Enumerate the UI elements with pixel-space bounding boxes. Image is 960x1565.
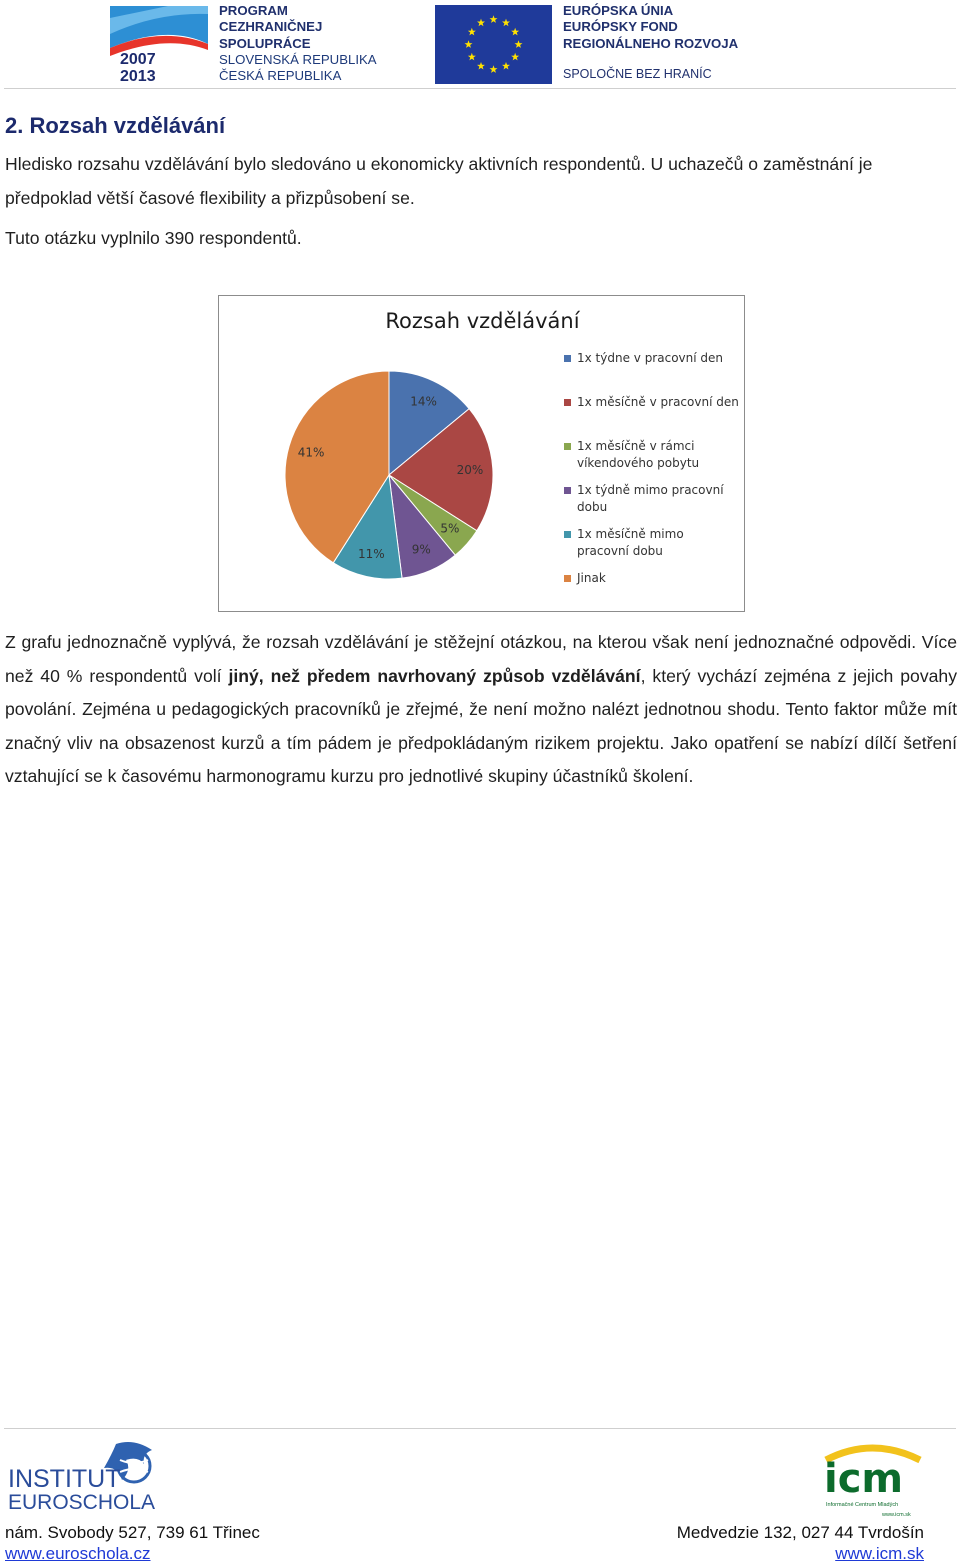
section-heading: 2. Rozsah vzdělávání [5,113,226,138]
institut-euroschola-logo [8,1440,158,1512]
legend-swatch [564,399,571,406]
program-line-2: CEZHRANIČNEJ [219,19,323,35]
footer-left [5,1522,260,1564]
chart-title: Rozsah vzdělávání [385,309,580,333]
icm-logo-url: www.icm.sk [882,1512,911,1518]
legend-label: 1x týdne v pracovní den [577,351,723,365]
icm-logo-text: icm [824,1456,904,1502]
analysis-text-2: , který vychází zejména z jejich povahy povolání. Zejména u pedagogických pracovníků je zřejmé, že není možno nalézt jednotnou shodu. Tento faktor může mít značný vliv na obsazenost kurzů a tím pádem je předpokládaným rizikem projektu. Jako opatření se nabízí dílčí šetření vztahující se k časovému harmonogramu kurzu pro jednotlivé skupiny účastníků školení. [5,665,957,786]
analysis-bold-text: jiný, než předem navrhovaný způsob vzdělávání [228,665,641,686]
pie-data-label: 9% [411,542,431,557]
legend-swatch [564,487,571,494]
respondent-count-note: Tuto otázku vyplnilo 390 respondentů. [5,228,302,248]
page-header [0,0,960,90]
footer-right [677,1522,924,1564]
eu-line-2: EURÓPSKY FOND [563,19,678,35]
pie-data-label: 5% [440,521,460,536]
program-year-bottom: 2013 [120,68,156,84]
legend-label: 1x měsíčně v pracovní den [577,395,739,409]
pie-data-label: 14% [410,394,437,409]
program-logo [108,4,210,84]
analysis-text-1: Z grafu jednoznačně vyplývá, že rozsah vzdělávání je stěžejní otázkou, na kterou však není jednoznačné odpovědi. Více než 40 % respondentů volí [5,632,957,686]
program-year-top: 2007 [120,51,156,68]
legend-label: 1x měsíčně v rámci víkendového pobytu [577,439,700,470]
header-divider [4,88,956,89]
footer-divider [4,1428,956,1429]
eu-slogan: SPOLOČNE BEZ HRANÍC [563,67,712,81]
eu-text [563,3,738,52]
pie-chart [218,295,745,612]
program-line-4: SLOVENSKÁ REPUBLIKA [219,51,377,67]
legend-swatch [564,443,571,450]
program-text [219,3,377,84]
program-line-3: SPOLUPRÁCE [219,35,311,51]
eu-flag-icon [435,5,552,84]
pie-data-label: 11% [357,547,385,562]
eu-line-3: REGIONÁLNEHO ROZVOJA [563,35,739,51]
euroschola-link[interactable]: www.euroschola.cz [5,1544,151,1563]
legend-label: 1x měsíčně mimo pracovní dobu [577,527,684,558]
icm-logo-subtitle: Informačné Centrum Mladých [826,1502,899,1508]
ie-logo-line-1: INSTITUT [8,1465,121,1493]
intro-paragraph: Hledisko rozsahu vzdělávání bylo sledováno u ekonomicky aktivních respondentů. U uchazečů o zaměstnání je předpoklad větší časové flexibility a přizpůsobení se. [5,154,873,208]
analysis-paragraph [5,626,957,794]
legend-swatch [564,575,571,582]
pie-data-label: 41% [297,445,325,460]
icm-logo [822,1442,924,1520]
pie-data-label: 20% [456,462,484,477]
legend-label: Jinak [577,571,606,585]
eu-line-1: EURÓPSKA ÚNIA [563,3,674,18]
legend-swatch [564,355,571,362]
legend-label: 1x týdně mimo pracovní dobu [577,483,724,514]
legend-swatch [564,531,571,538]
footer-left-address: nám. Svobody 527, 739 61 Třinec [5,1523,260,1542]
footer-right-address: Medvedzie 132, 027 44 Tvrdošín [676,1523,924,1542]
icm-link[interactable]: www.icm.sk [835,1544,924,1563]
program-line-5: ČESKÁ REPUBLIKA [219,68,342,84]
ie-logo-line-2: EUROSCHOLA [8,1491,156,1512]
program-line-1: PROGRAM [219,3,288,18]
